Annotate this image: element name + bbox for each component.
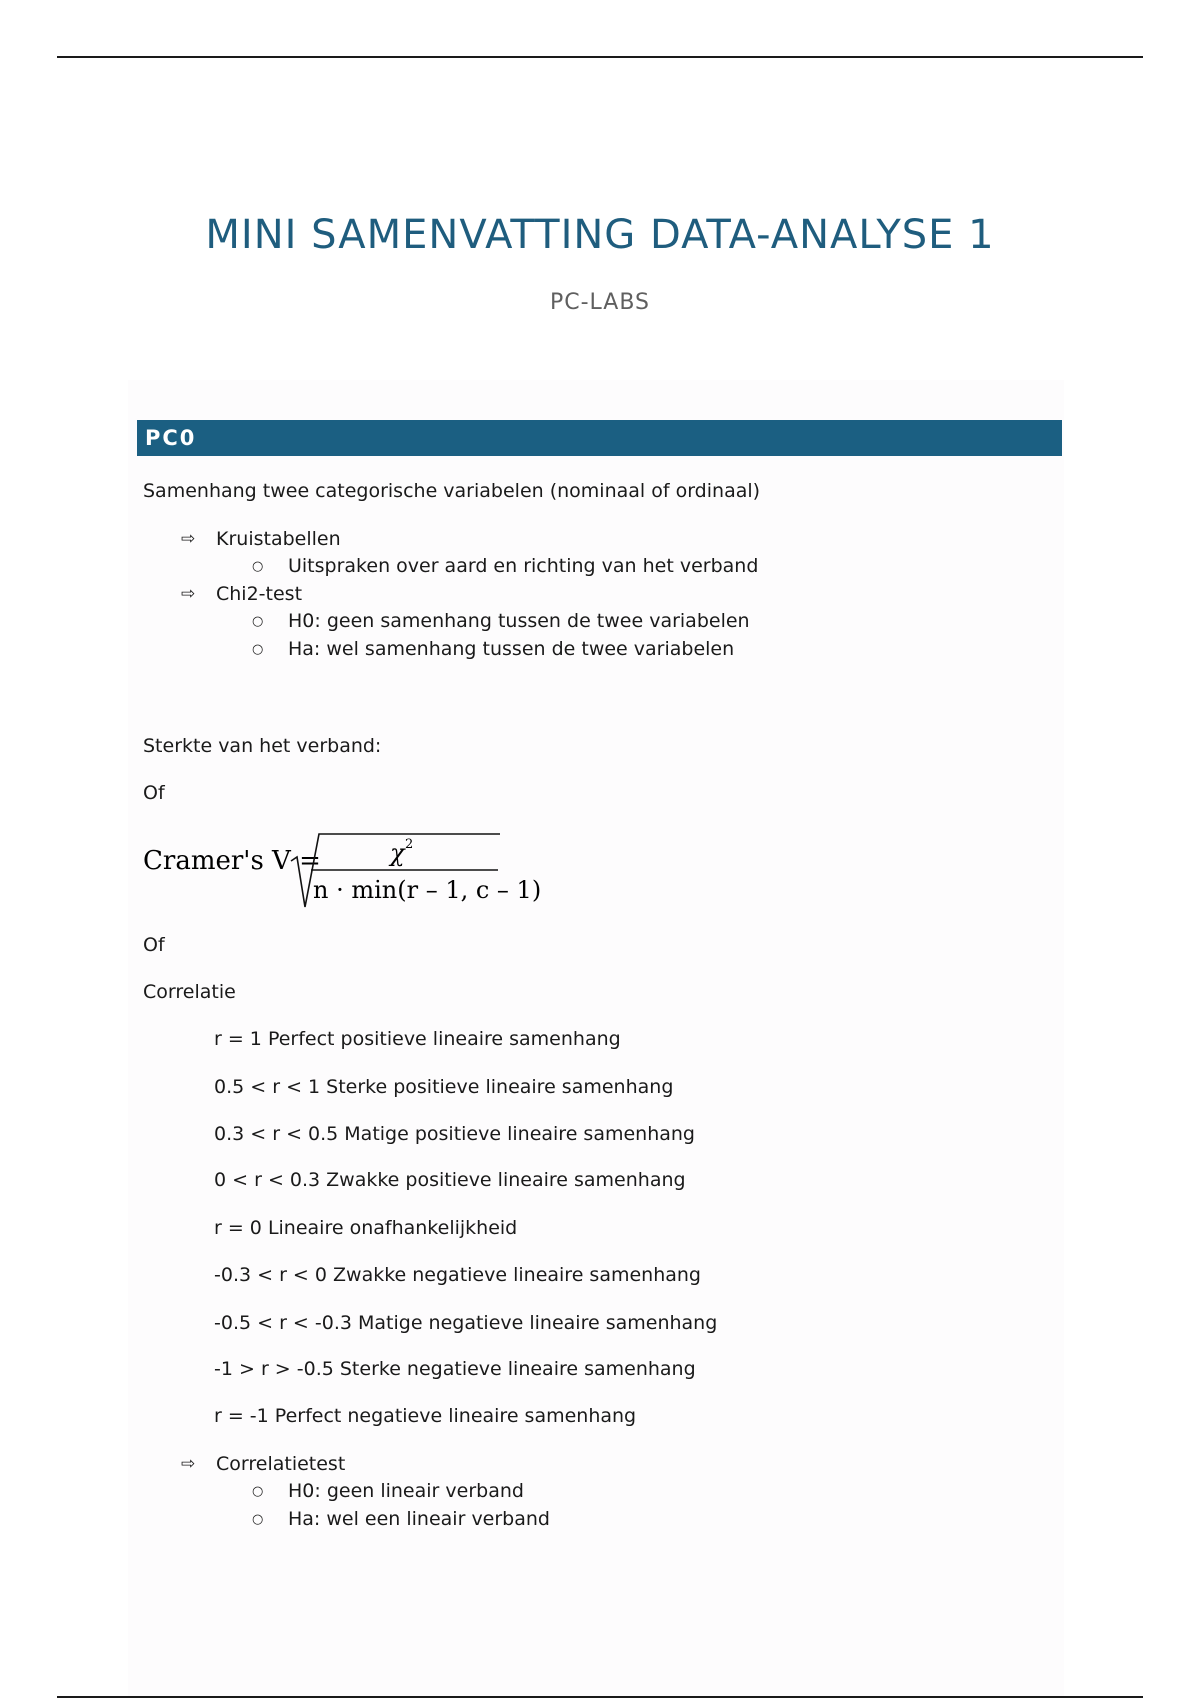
arrow-bullet-icon: ⇨ (181, 584, 196, 604)
correlation-rule: -0.5 < r < -0.3 Matige negatieve lineaire samenhang (214, 1312, 718, 1334)
correlation-rule: 0.5 < r < 1 Sterke positieve lineaire samenhang (214, 1076, 674, 1098)
correlation-rule: r = 1 Perfect positieve lineaire samenhang (214, 1028, 621, 1050)
formula-numerator: χ (390, 839, 405, 867)
sub-list-item: H0: geen samenhang tussen de twee variabelen (288, 610, 750, 632)
circle-bullet-icon: ○ (252, 642, 264, 657)
arrow-bullet-icon: ⇨ (181, 529, 196, 549)
intro-text: Samenhang twee categorische variabelen (nominaal of ordinaal) (143, 480, 761, 502)
list-item: Correlatietest (216, 1453, 346, 1475)
correlation-label: Correlatie (143, 981, 236, 1003)
footer-rule (57, 1696, 1143, 1698)
circle-bullet-icon: ○ (252, 559, 264, 574)
list-item: Kruistabellen (216, 528, 341, 550)
section-heading: PC0 (137, 420, 1062, 456)
sub-list-item: Ha: wel een lineair verband (288, 1508, 550, 1530)
circle-bullet-icon: ○ (252, 614, 264, 629)
list-item: Chi2-test (216, 583, 303, 605)
document-title: MINI SAMENVATTING DATA-ANALYSE 1 (205, 212, 995, 258)
correlation-rule: -0.3 < r < 0 Zwakke negatieve lineaire samenhang (214, 1264, 701, 1286)
formula-lhs: Cramer's V = (143, 846, 321, 876)
sub-list-item: Uitspraken over aard en richting van het verband (288, 555, 759, 577)
formula-numerator-exponent: 2 (405, 837, 414, 852)
correlation-rule: r = -1 Perfect negatieve lineaire samenhang (214, 1405, 637, 1427)
correlation-rule: 0.3 < r < 0.5 Matige positieve lineaire samenhang (214, 1123, 695, 1145)
arrow-bullet-icon: ⇨ (181, 1454, 196, 1474)
formula-denominator: n · min(r – 1, c – 1) (313, 876, 542, 904)
sub-list-item: H0: geen lineair verband (288, 1480, 524, 1502)
cramers-v-formula (143, 828, 542, 928)
circle-bullet-icon: ○ (252, 1484, 264, 1499)
or-label: Of (143, 782, 165, 804)
header-rule (57, 56, 1143, 58)
correlation-rule: r = 0 Lineaire onafhankelijkheid (214, 1217, 518, 1239)
document-subtitle: PC-LABS (549, 290, 651, 315)
circle-bullet-icon: ○ (252, 1512, 264, 1527)
or-label: Of (143, 934, 165, 956)
strength-label: Sterkte van het verband: (143, 735, 382, 757)
sub-list-item: Ha: wel samenhang tussen de twee variabelen (288, 638, 735, 660)
correlation-rule: 0 < r < 0.3 Zwakke positieve lineaire samenhang (214, 1169, 686, 1191)
correlation-rule: -1 > r > -0.5 Sterke negatieve lineaire samenhang (214, 1358, 696, 1380)
